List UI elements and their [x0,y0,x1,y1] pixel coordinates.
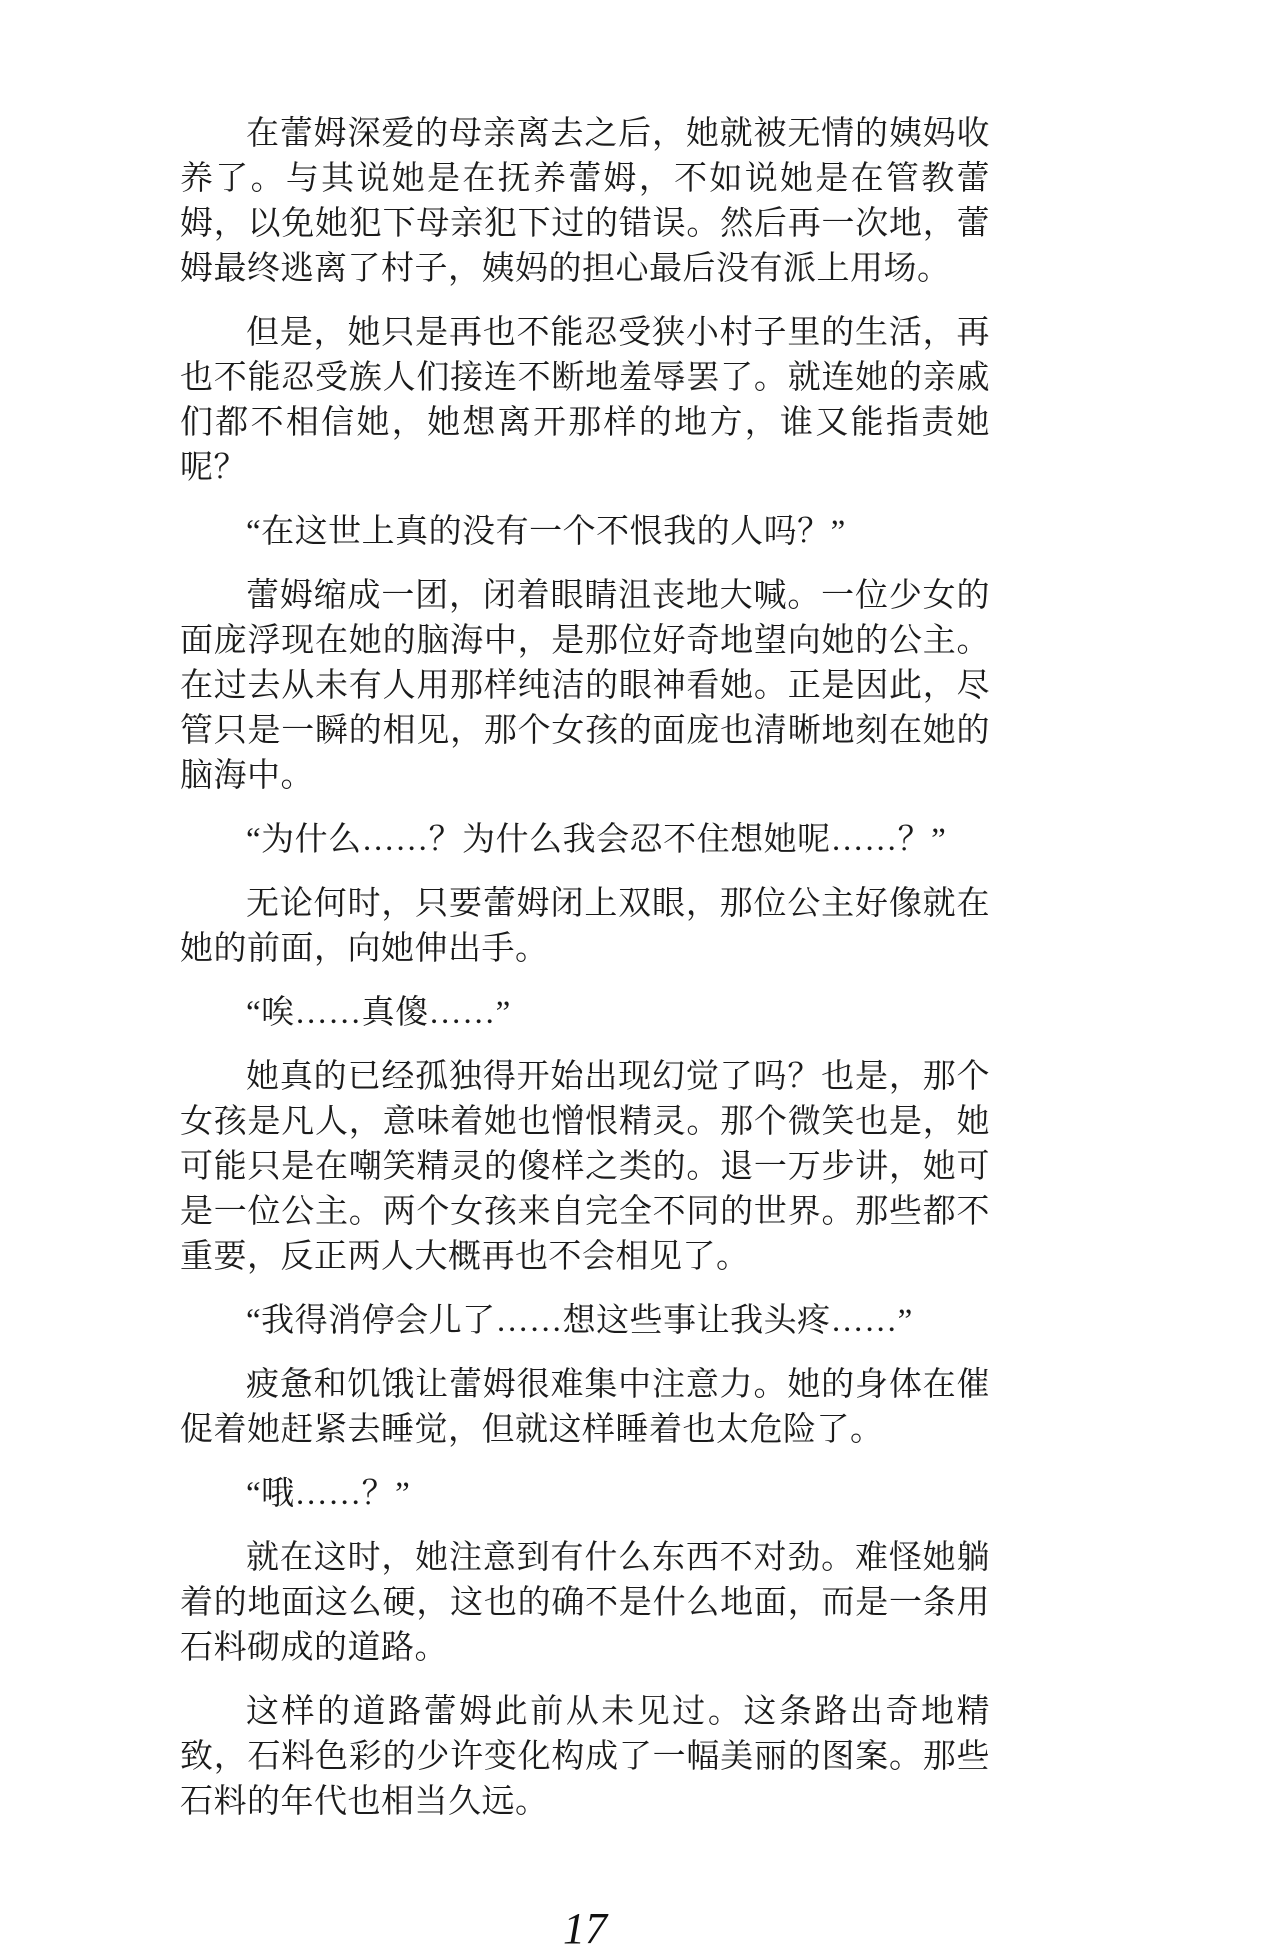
paragraph: 无论何时，只要蕾姆闭上双眼，那位公主好像就在她的前面，向她伸出手。 [180,886,990,967]
paragraph: 但是，她只是再也不能忍受狭小村子里的生活，再也不能忍受族人们接连不断地羞辱罢了。就连她的亲戚们都不相信她，她想离开那样的地方，谁又能指责她呢？ [180,315,990,486]
paragraph: “我得消停会儿了……想这些事让我头疼……” [246,1303,913,1339]
paragraph: 在蕾姆深爱的母亲离去之后，她就被无情的姨妈收养了。与其说她是在抚养蕾姆，不如说她是在管教蕾姆，以免她犯下母亲犯下过的错误。然后再一次地，蕾姆最终逃离了村子，姨妈的担心最后没有派上用场。 [180,116,990,287]
paragraph: 蕾姆缩成一团，闭着眼睛沮丧地大喊。一位少女的面庞浮现在她的脑海中，是那位好奇地望向她的公主。在过去从未有人用那样纯洁的眼神看她。正是因此，尽管只是一瞬的相见，那个女孩的面庞也清晰地刻在她的脑海中。 [180,578,990,794]
paragraph: “在这世上真的没有一个不恨我的人吗？” [246,514,846,550]
page-text [180,112,990,1825]
paragraph: “哦……？” [246,1476,411,1512]
paragraph: 就在这时，她注意到有什么东西不对劲。难怪她躺着的地面这么硬，这也的确不是什么地面，而是一条用石料砌成的道路。 [180,1540,990,1666]
paragraph: 她真的已经孤独得开始出现幻觉了吗？也是，那个女孩是凡人，意味着她也憎恨精灵。那个微笑也是，她可能只是在嘲笑精灵的傻样之类的。退一万步讲，她可是一位公主。两个女孩来自完全不同的世界。那些都不重要，反正两人大概再也不会相见了。 [180,1059,990,1275]
paragraph: “为什么……？为什么我会忍不住想她呢……？” [246,822,947,858]
paragraph: 这样的道路蕾姆此前从未见过。这条路出奇地精致，石料色彩的少许变化构成了一幅美丽的图案。那些石料的年代也相当久远。 [180,1694,990,1820]
paragraph: 疲惫和饥饿让蕾姆很难集中注意力。她的身体在催促着她赶紧去睡觉，但就这样睡着也太危险了。 [180,1367,990,1448]
paragraph: “唉……真傻……” [246,995,511,1031]
page-number: 17 [563,1904,607,1953]
